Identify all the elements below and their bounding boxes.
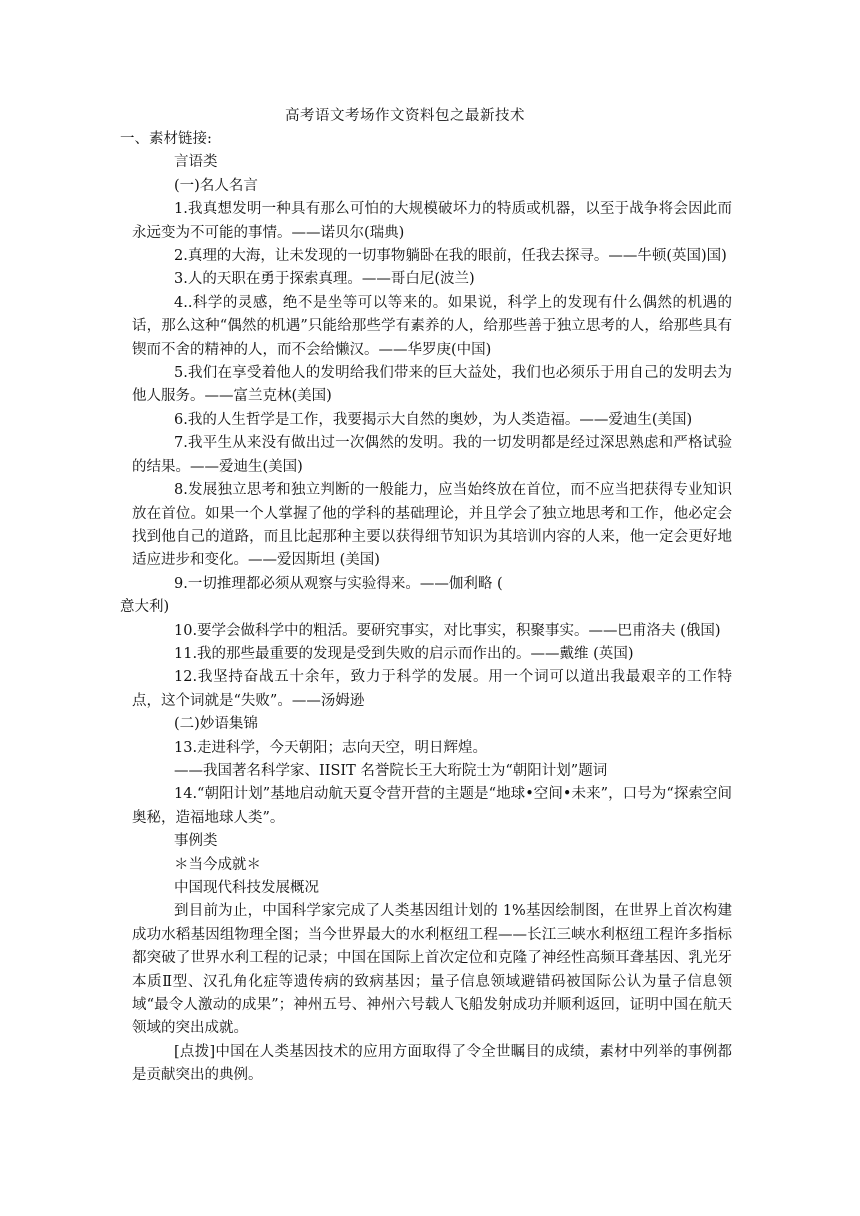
quote-paragraph: 12.我坚持奋战五十余年，致力于科学的发展。用一个词可以道出我最艰辛的工作特点，这个词就是“失败”。——汤姆逊 — [132, 669, 732, 709]
quote-continuation: 意大利) — [120, 599, 170, 616]
subsection-heading: (二)妙语集锦 — [174, 716, 258, 733]
star-heading: ＊当今成就＊ — [174, 856, 261, 873]
comment-paragraph: [点拨]中国在人类基因技术的应用方面取得了令全世瞩目的成绩，素材中列举的事例都是贡献突出的典例。 — [132, 1043, 732, 1084]
case-body: 到目前为止，中国科学家完成了人类基因组计划的 1%基因绘制图，在世界上首次构建成功水稻基因组物理全图；当今世界最大的水利枢纽工程——长江三峡水利枢纽工程许多指标都突破了世界水利工程的记录；中国在国际上首次定位和克隆了神经性高频耳聋基因、乳光牙本质Ⅱ型、汉孔角化症等遗传病的致病基因；量子信息领域避错码被国际公认为量子信息领域“最令人激动的成果”；神州五号、神州六号载人飞船发射成功并顺利返回，证明中国在航天领域的突出成就。 — [132, 903, 732, 1037]
quote-paragraph: 7.我平生从来没有做出过一次偶然的发明。我的一切发明都是经过深思熟虑和严格试验的结果。——爱迪生(美国) — [132, 435, 732, 475]
category-heading: 事例类 — [174, 833, 218, 850]
quote-paragraph: 11.我的那些最重要的发现是受到失败的启示而作出的。——戴维 (英国) — [174, 645, 634, 662]
document-body — [120, 128, 732, 1088]
section-heading: 一、素材链接: — [120, 131, 212, 147]
saying-paragraph: 14.“朝阳计划”基地启动航天夏令营开营的主题是“地球•空间•未来”，口号为“探索空间奥秘，造福地球人类”。 — [132, 786, 732, 826]
case-title: 中国现代科技发展概况 — [174, 880, 319, 896]
quote-paragraph: 6.我的人生哲学是工作，我要揭示大自然的奥妙，为人类造福。——爱迪生(美国) — [174, 411, 693, 428]
quote-paragraph: 10.要学会做科学中的粗活。要研究事实，对比事实，积聚事实。——巴甫洛夫 (俄国) — [174, 622, 721, 639]
quote-paragraph: 2.真理的大海，让未发现的一切事物躺卧在我的眼前，任我去探寻。——牛顿(英国)国) — [174, 248, 727, 265]
document-title: 高考语文考场作文资料包之最新技术 — [285, 108, 525, 124]
quote-paragraph: 4..科学的灵感，绝不是坐等可以等来的。如果说，科学上的发现有什么偶然的机遇的话，那么这种“偶然的机遇”只能给那些学有素养的人，给那些善于独立思考的人，给那些具有锲而不舍的精神的人，而不会给懒汉。——华罗庚(中国) — [132, 294, 732, 358]
quote-paragraph: 8.发展独立思考和独立判断的一般能力，应当始终放在首位，而不应当把获得专业知识放在首位。如果一个人掌握了他的学科的基础理论，并且学会了独立地思考和工作，他必定会找到他自己的道路，而且比起那种主要以获得细节知识为其培训内容的人来，他一定会更好地适应进步和变化。——爱因斯坦 (美国) — [132, 482, 732, 569]
category-heading: 言语类 — [174, 154, 218, 171]
quote-paragraph: 9.一切推理都必须从观察与实验得来。——伽利略 ( — [174, 575, 503, 592]
quote-paragraph: 3.人的天职在勇于探索真理。——哥白尼(波兰) — [174, 271, 475, 288]
quote-paragraph: 5.我们在享受着他人的发明给我们带来的巨大益处，我们也必须乐于用自己的发明去为他人服务。——富兰克林(美国) — [132, 365, 732, 405]
saying-attribution: ——我国著名科学家、IISIT 名誉院长王大珩院士为“朝阳计划”题词 — [174, 762, 608, 779]
quote-paragraph: 1.我真想发明一种具有那么可怕的大规模破坏力的特质或机器，以至于战争将会因此而永远变为不可能的事情。——诺贝尔(瑞典) — [132, 201, 732, 241]
saying-paragraph: 13.走进科学，今天朝阳；志向天空，明日辉煌。 — [174, 739, 488, 756]
subsection-heading: (一)名人名言 — [174, 177, 258, 194]
